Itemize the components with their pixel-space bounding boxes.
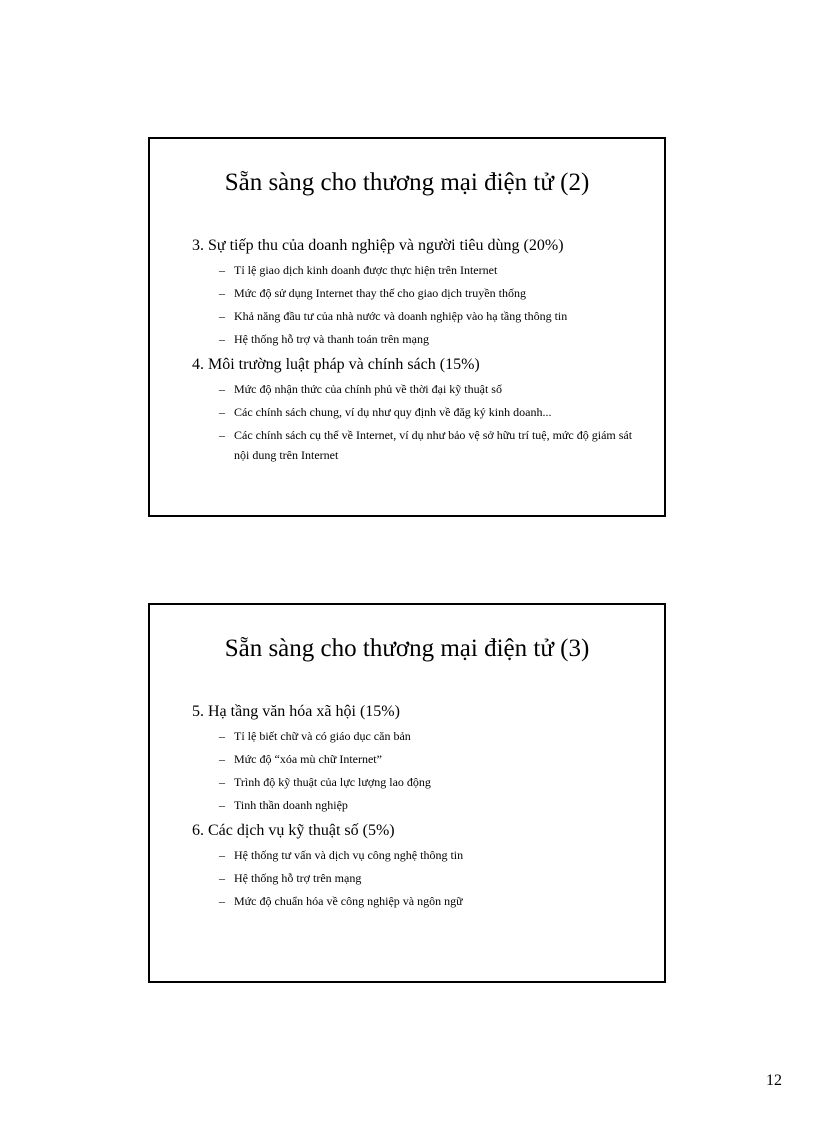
bullet-item [219,749,640,769]
dash-marker: – [219,405,225,419]
bullet-text: Hệ thống tư vấn và dịch vụ công nghệ thông tin [234,848,464,862]
bullet-text: Hệ thống hỗ trợ và thanh toán trên mạng [234,332,429,346]
dash-marker: – [219,382,225,396]
bullet-item [219,845,640,865]
bullet-item [219,379,640,399]
bullet-item [219,726,640,746]
bullet-list [192,379,640,465]
section-3 [192,235,640,349]
bullet-text: Hệ thống hỗ trợ trên mạng [234,871,362,885]
dash-marker: – [219,848,225,862]
dash-marker: – [219,309,225,323]
bullet-text: Trình độ kỹ thuật của lực lượng lao động [234,775,431,789]
dash-marker: – [219,729,225,743]
dash-marker: – [219,798,225,812]
dash-marker: – [219,263,225,277]
bullet-list [192,260,640,349]
section-4 [192,354,640,465]
dash-marker: – [219,428,225,442]
bullet-item [219,795,640,815]
section-heading: 6. Các dịch vụ kỹ thuật số (5%) [192,822,395,839]
section-5 [192,701,640,815]
section-heading: 5. Hạ tầng văn hóa xã hội (15%) [192,703,400,720]
bullet-list [192,845,640,911]
dash-marker: – [219,286,225,300]
bullet-item [219,772,640,792]
section-heading: 4. Môi trường luật pháp và chính sách (15%) [192,356,480,373]
bullet-text: Khả năng đầu tư của nhà nước và doanh nghiệp vào hạ tầng thông tin [234,309,568,323]
slide-1 [148,137,666,517]
slide-content [192,235,640,470]
bullet-text: Tinh thần doanh nghiệp [234,798,348,812]
bullet-item [219,425,640,465]
bullet-text: Các chính sách cụ thể về Internet, ví dụ như bảo vệ sở hữu trí tuệ, mức độ giám sát nội dung trên Internet [234,428,633,462]
section-6 [192,820,640,911]
bullet-text: Tỉ lệ biết chữ và có giáo dục căn bản [234,729,411,743]
bullet-item [219,868,640,888]
bullet-item [219,329,640,349]
dash-marker: – [219,752,225,766]
section-heading: 3. Sự tiếp thu của doanh nghiệp và người tiêu dùng (20%) [192,237,564,254]
bullet-list [192,726,640,815]
bullet-item [219,891,640,911]
slide-content [192,701,640,916]
bullet-text: Tỉ lệ giao dịch kinh doanh được thực hiện trên Internet [234,263,498,277]
bullet-text: Các chính sách chung, ví dụ như quy định về đăg ký kinh doanh... [234,405,552,419]
bullet-item [219,260,640,280]
dash-marker: – [219,871,225,885]
dash-marker: – [219,775,225,789]
bullet-text: Mức độ sử dụng Internet thay thế cho giao dịch truyền thống [234,286,526,300]
bullet-item [219,283,640,303]
bullet-text: Mức độ “xóa mù chữ Internet” [234,752,382,766]
dash-marker: – [219,894,225,908]
slide-title: Sẵn sàng cho thương mại điện tử (3) [224,635,590,662]
slide-2 [148,603,666,983]
bullet-text: Mức độ chuẩn hóa về công nghiệp và ngôn ngữ [234,894,463,908]
dash-marker: – [219,332,225,346]
bullet-item [219,306,640,326]
bullet-text: Mức độ nhận thức của chính phủ về thời đại kỹ thuật số [234,382,502,396]
slide-title: Sẵn sàng cho thương mại điện tử (2) [224,169,590,196]
page-number: 12 [766,1072,782,1089]
bullet-item [219,402,640,422]
